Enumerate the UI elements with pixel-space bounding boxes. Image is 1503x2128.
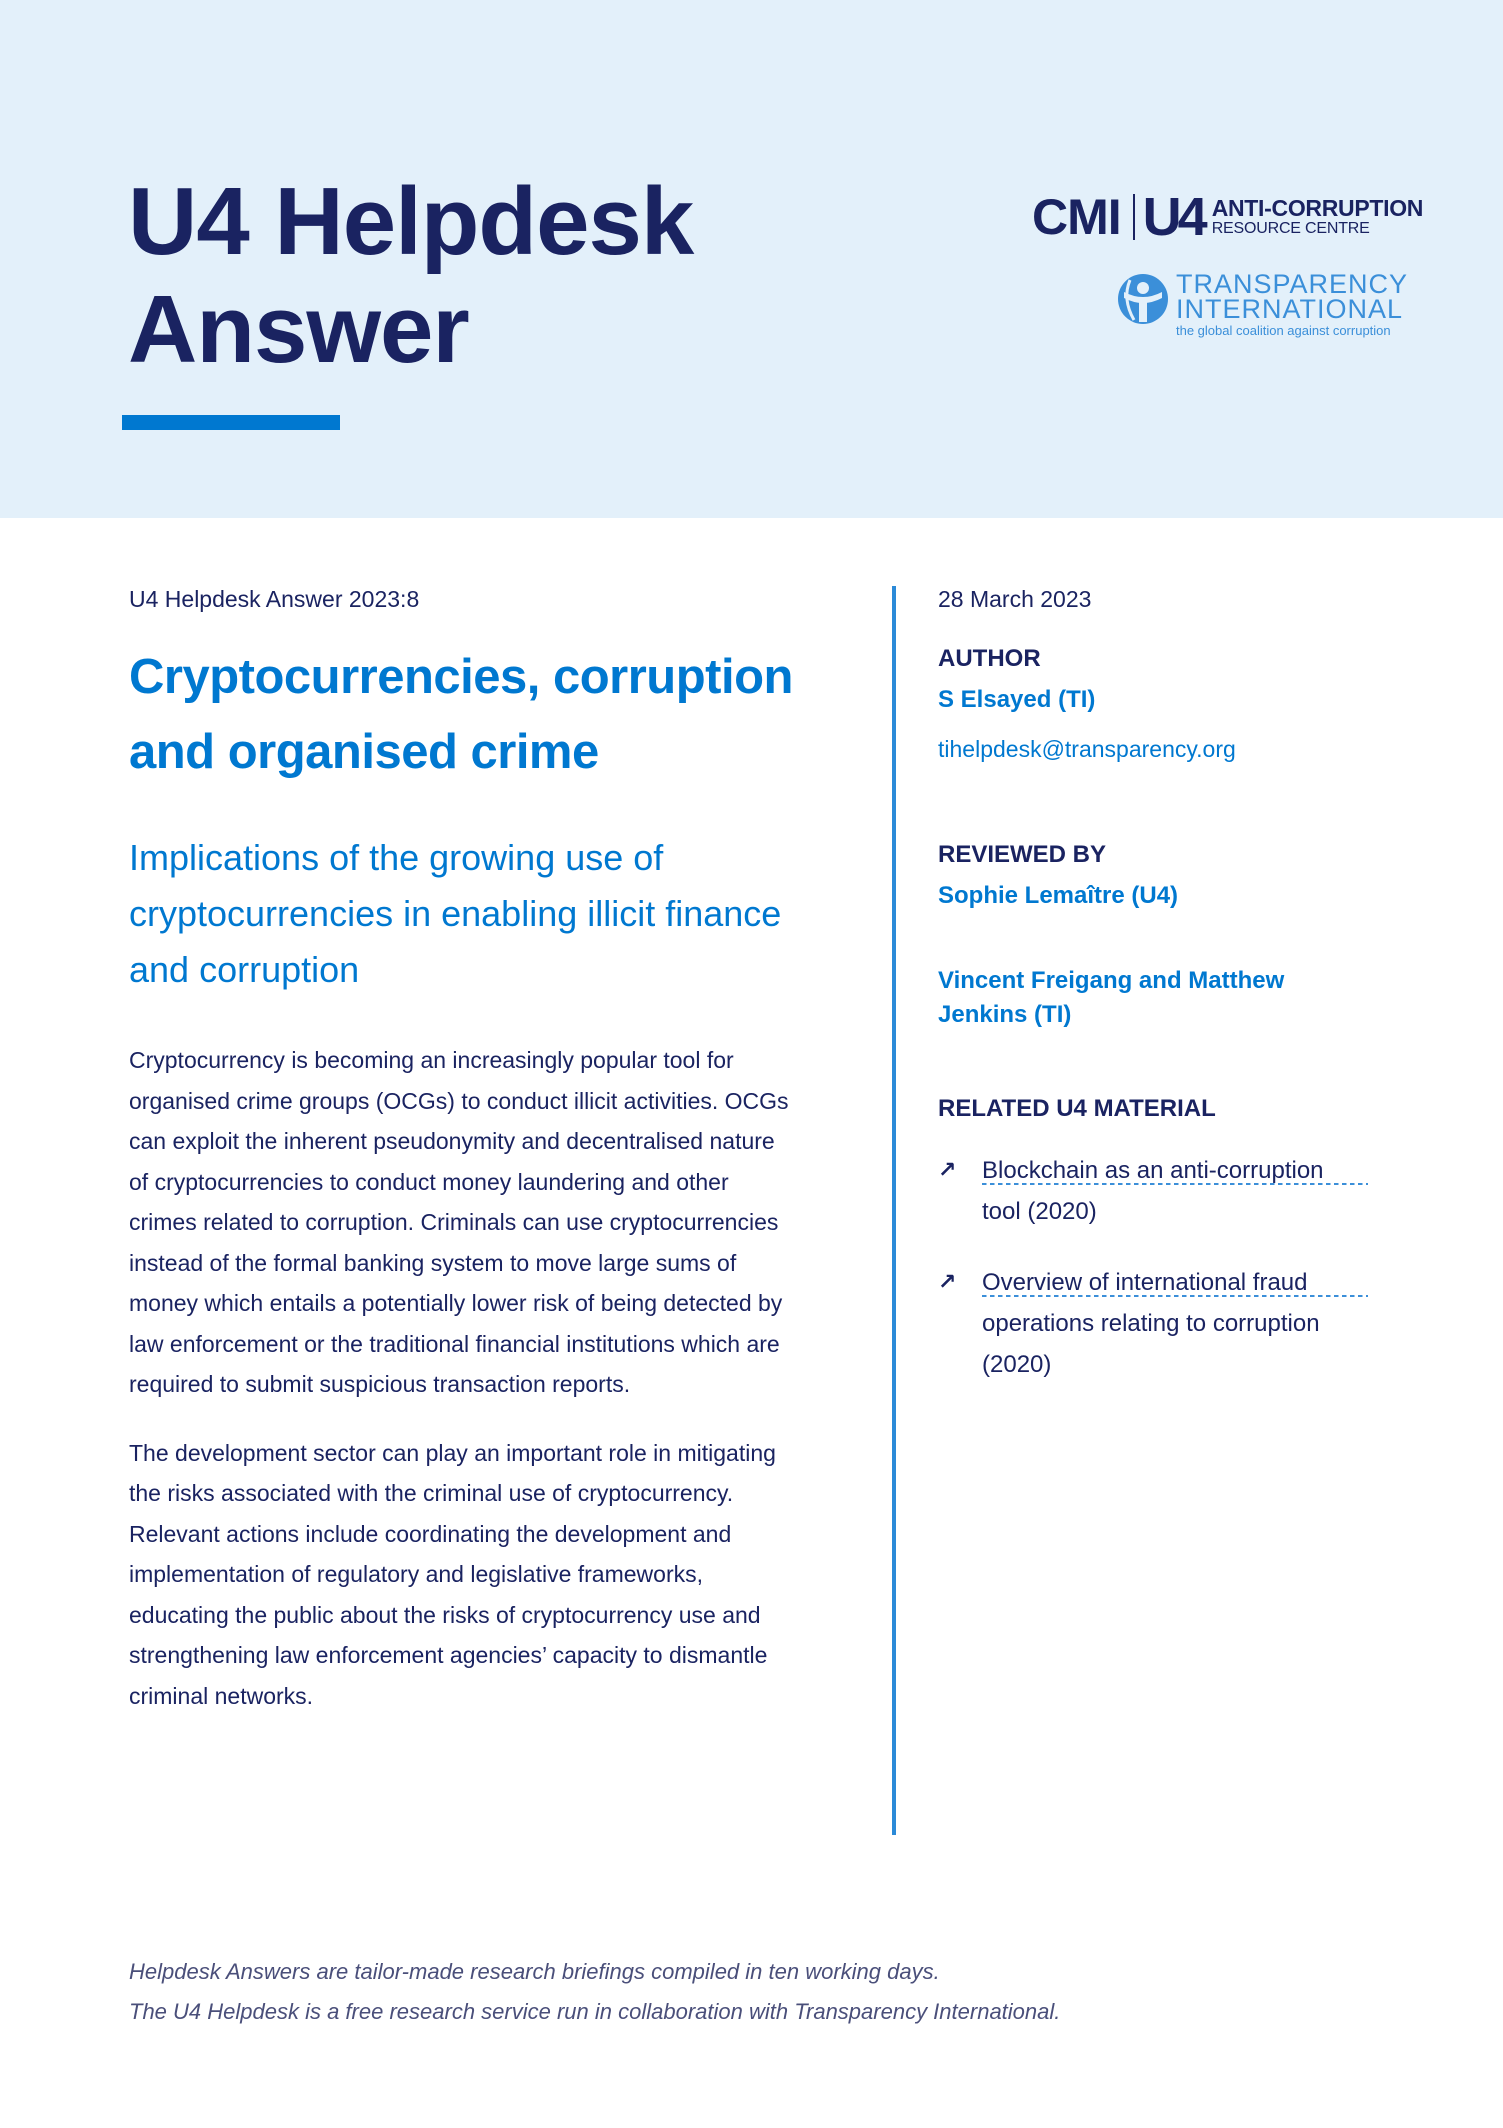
arrow-up-right-icon: ↗ [938,1157,957,1182]
summary-paragraph: Cryptocurrency is becoming an increasingly popular tool for organised crime groups (OCGs) to conduct illicit activities. OCGs can exploit the inherent pseudonymity and decentralised nature of cryptocurrencies to conduct money laundering and other crimes related to corruption. Criminals can use cryptocurrencies instead of the formal banking system to move large sums of money which entails a potentially lower risk of being detected by law enforcement or the traditional financial institutions which are required to submit suspicious transaction reports. [129,1047,789,1397]
u4-logo-line2: RESOURCE CENTRE [1211,220,1370,237]
reviewed-by-heading: REVIEWED BY [938,841,1107,868]
document-reference: U4 Helpdesk Answer 2023:8 [129,586,420,612]
related-item [938,1262,1368,1385]
page-title [128,168,693,384]
footer-note [129,1952,1329,2032]
arrow-up-right-icon: ↗ [938,1269,957,1294]
author-email-link[interactable]: tihelpdesk@transparency.org [938,736,1236,762]
related-link-fraud-overview[interactable]: Overview of international fraud operations relating to corruption (2020) [982,1262,1368,1385]
footer-line: Helpdesk Answers are tailor-made research briefings compiled in ten working days. [129,1959,940,1984]
footer-line: The U4 Helpdesk is a free research service run in collaboration with Transparency International. [129,1999,1061,2024]
ti-logo-text [1176,269,1409,339]
ti-logo-line1: TRANSPARENCY [1176,269,1409,299]
transparency-international-logo [1116,269,1409,339]
ti-logo-tagline: the global coalition against corruption [1176,323,1391,338]
main-column [129,582,799,1716]
u4-logo-text [1212,197,1423,237]
related-material-heading: RELATED U4 MATERIAL [938,1095,1216,1122]
cmi-u4-logo [1032,187,1423,247]
cmi-logo-text: CMI [1032,189,1121,245]
column-divider [892,586,896,1835]
document-title: Cryptocurrencies, corruption and organised crime [129,650,793,779]
page-title-line2: Answer [128,276,469,383]
reviewer-name: Sophie Lemaître (U4) [938,882,1179,909]
related-link-blockchain[interactable]: Blockchain as an anti-corruption tool (2020) [982,1150,1368,1232]
sidebar [938,582,1368,1385]
summary-paragraph: The development sector can play an important role in mitigating the risks associated with the criminal use of cryptocurrency. Relevant actions include coordinating the development and implementation of regulatory and legislative frameworks, educating the public about the risks of cryptocurrency use and strengthening law enforcement agencies’ capacity to dismantle criminal networks. [129,1439,776,1709]
reviewer-name: Vincent Freigang and Matthew Jenkins (TI) [938,967,1285,1028]
page-title-line1: U4 Helpdesk [128,168,694,275]
author-heading: AUTHOR [938,645,1041,672]
related-material-list [938,1150,1368,1385]
title-accent-bar [122,415,340,430]
u4-logo-line1: ANTI-CORRUPTION [1211,195,1424,221]
related-item [938,1150,1368,1232]
author-name: S Elsayed (TI) [938,686,1096,713]
ti-logo-line2: INTERNATIONAL [1176,294,1404,324]
u4-logo-mark: U4 [1142,187,1204,247]
publication-date: 28 March 2023 [938,586,1092,612]
logo-divider [1133,194,1135,240]
ti-globe-icon [1116,272,1170,326]
header-banner [0,0,1503,518]
document-subtitle: Implications of the growing use of cryptocurrencies in enabling illicit finance and corruption [129,837,782,990]
